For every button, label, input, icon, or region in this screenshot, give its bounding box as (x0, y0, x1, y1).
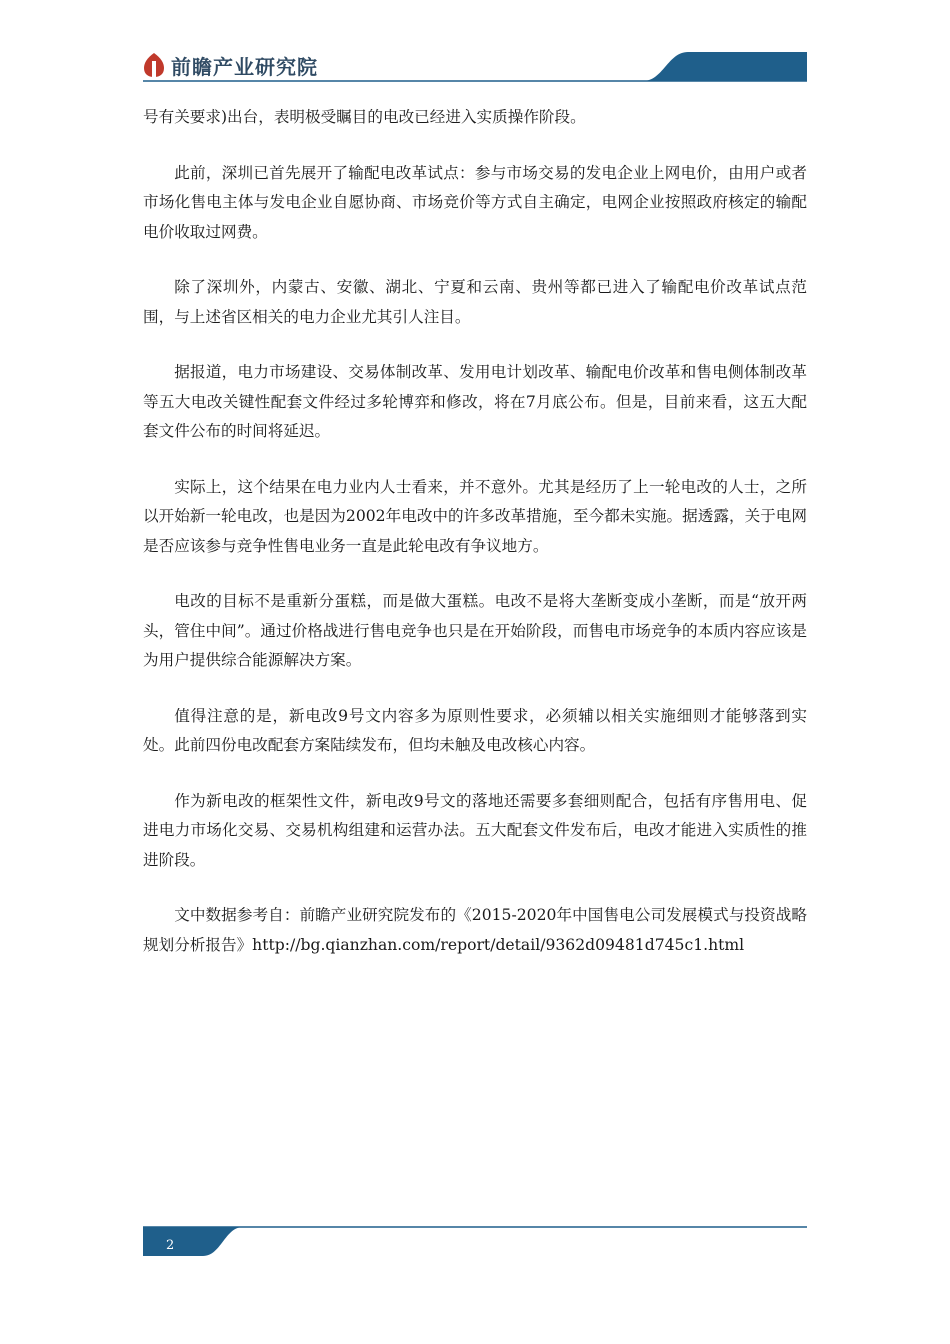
brand-logo (143, 51, 318, 79)
reference-paragraph: 文中数据参考自：前瞻产业研究院发布的《2015-2020年中国售电公司发展模式与投资战略规划分析报告》http://bg.qianzhan.com/report/detail/9362d09481d745c1.html (143, 906, 807, 954)
flame-logo-icon (143, 52, 165, 78)
paragraph: 作为新电改的框架性文件，新电改9号文的落地还需要多套细则配合，包括有序售用电、促进电力市场化交易、交易机构组建和运营办法。五大配套文件发布后，电改才能进入实质性的推进阶段。 (143, 791, 807, 869)
paragraph: 此前，深圳已首先展开了输配电改革试点：参与市场交易的发电企业上网电价，由用户或者市场化售电主体与发电企业自愿协商、市场竞价等方式自主确定，电网企业按照政府核定的输配电价收取过网费。 (143, 163, 807, 241)
page-number: 2 (166, 1238, 175, 1253)
footer-decoration (143, 1226, 807, 1260)
paragraph: 除了深圳外，内蒙古、安徽、湖北、宁夏和云南、贵州等都已进入了输配电价改革试点范围，与上述省区相关的电力企业尤其引人注目。 (143, 278, 807, 326)
paragraph: 实际上，这个结果在电力业内人士看来，并不意外。尤其是经历了上一轮电改的人士，之所以开始新一轮电改，也是因为2002年电改中的许多改革措施，至今都未实施。据透露，关于电网是否应该参与竞争性售电业务一直是此轮电改有争议地方。 (143, 477, 807, 555)
paragraph: 电改的目标不是重新分蛋糕，而是做大蛋糕。电改不是将大垄断变成小垄断，而是“放开两头，管住中间”。通过价格战进行售电竞争也只是在开始阶段，而售电市场竞争的本质内容应该是为用户提供综合能源解决方案。 (143, 592, 807, 669)
page-footer (143, 1226, 807, 1260)
document-body (143, 103, 807, 986)
paragraph: 据报道，电力市场建设、交易体制改革、发用电计划改革、输配电价改革和售电侧体制改革等五大电改关键性配套文件经过多轮博弈和修改，将在7月底公布。但是，目前来看，这五大配套文件公布的时间将延迟。 (143, 363, 807, 440)
page-header (143, 48, 807, 82)
paragraph: 号有关要求)出台，表明极受瞩目的电改已经进入实质操作阶段。 (143, 108, 586, 126)
brand-name: 前瞻产业研究院 (171, 54, 318, 79)
paragraph: 值得注意的是，新电改9号文内容多为原则性要求，必须辅以相关实施细则才能够落到实处。此前四份电改配套方案陆续发布，但均未触及电改核心内容。 (143, 706, 807, 754)
